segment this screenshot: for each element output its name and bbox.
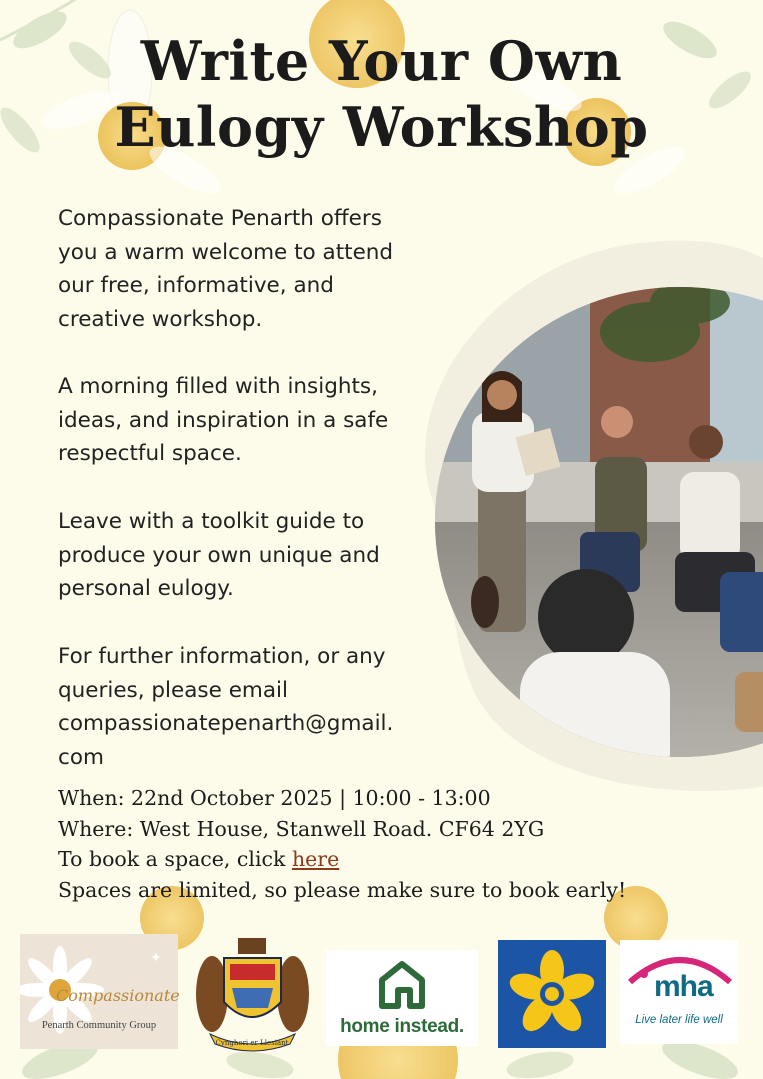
mha-logo [620, 940, 738, 1044]
text-line: A morning filled with insights, [58, 374, 378, 399]
booking-link[interactable]: here [291, 847, 340, 871]
compassionate-wordmark: Compassionate [56, 986, 180, 1005]
morning-paragraph [58, 370, 438, 471]
title-line-2: Eulogy Workshop [114, 95, 649, 159]
email-address: compassionatepenarth@gmail. [58, 711, 394, 736]
text-line: personal eulogy. [58, 576, 234, 601]
title-line-1: Write Your Own [140, 29, 623, 93]
svg-text:✦: ✦ [150, 950, 162, 966]
sponsor-logos [0, 930, 763, 1050]
compassionate-penarth-logo [20, 934, 178, 1049]
text-line: you a warm welcome to attend [58, 239, 394, 265]
when-line: When: 22nd October 2025 | 10:00 - 13:00 [58, 786, 491, 810]
event-details [58, 783, 738, 905]
council-motto: Cynghori er Llesiant [215, 1039, 289, 1047]
page-title [0, 28, 763, 160]
daffodil-icon [498, 940, 606, 1048]
where-line: Where: West House, Stanwell Road. CF64 2YG [58, 816, 545, 841]
text-line: queries, please email [58, 677, 288, 703]
spaces-note: Spaces are limited, so please make sure to book early! [58, 877, 627, 902]
workshop-photo [390, 232, 763, 792]
text-line: Compassionate Penarth offers [58, 206, 382, 231]
mha-wordmark: mha [654, 970, 713, 1003]
booking-line [58, 844, 738, 875]
text-line: Leave with a toolkit guide to [58, 509, 365, 534]
text-line: our free, informative, and [58, 273, 334, 298]
daffodil-logo [498, 940, 606, 1048]
toolkit-paragraph [58, 505, 438, 606]
compassionate-subtitle: Penarth Community Group [41, 1020, 157, 1031]
email-address-end: com [58, 744, 104, 770]
booking-prefix: To book a space, click [58, 847, 292, 871]
home-instead-wordmark: home instead. [340, 1016, 464, 1037]
text-line: creative workshop. [58, 306, 263, 332]
text-line: ideas, and inspiration in a safe [58, 407, 389, 433]
mha-tagline: Live later life well [635, 1014, 723, 1026]
home-instead-logo [326, 950, 478, 1046]
text-line: respectful space. [58, 441, 242, 466]
text-line: For further information, or any [58, 644, 386, 669]
council-crest-logo [190, 932, 315, 1057]
contact-paragraph [58, 640, 438, 774]
intro-paragraph [58, 202, 438, 336]
text-line: produce your own unique and [58, 542, 380, 568]
house-icon [326, 954, 478, 1014]
